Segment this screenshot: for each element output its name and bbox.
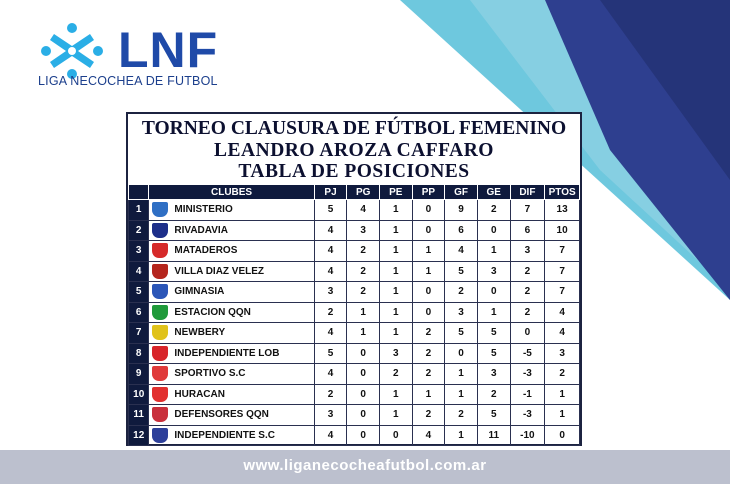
pp-cell: 1 [412,241,445,262]
gf-cell: 3 [445,302,478,323]
pe-cell: 1 [379,220,412,241]
club-crest-icon [152,387,168,402]
club-cell [149,364,314,385]
club-name: HURACAN [174,388,225,400]
pp-cell: 2 [412,405,445,426]
table-row [129,384,580,405]
pe-cell: 1 [379,282,412,303]
gf-cell: 4 [445,241,478,262]
position-cell: 12 [129,425,149,446]
ge-cell: 3 [477,261,510,282]
table-row [129,241,580,262]
table-row [129,261,580,282]
club-crest-icon [152,407,168,422]
dif-cell: 2 [510,302,545,323]
club-crest-icon [152,202,168,217]
col-header-clubes: CLUBES [149,185,314,200]
gf-cell: 6 [445,220,478,241]
club-cell [149,200,314,221]
logo-text: LNF [118,22,219,78]
ptos-cell: 1 [545,405,580,426]
club-name: SPORTIVO S.C [174,368,246,380]
club-name: INDEPENDIENTE LOB [174,347,280,359]
ge-cell: 1 [477,302,510,323]
pe-cell: 1 [379,405,412,426]
col-header-dif: DIF [510,185,545,200]
dif-cell: 2 [510,261,545,282]
club-cell [149,261,314,282]
table-title: TABLA DE POSICIONES [238,161,470,182]
pe-cell: 1 [379,323,412,344]
col-header-ptos: PTOS [545,185,580,200]
lnf-emblem-icon [40,22,104,80]
club-crest-icon [152,366,168,381]
dif-cell: 6 [510,220,545,241]
gf-cell: 1 [445,425,478,446]
club-crest-icon [152,264,168,279]
ge-cell: 5 [477,343,510,364]
position-cell: 2 [129,220,149,241]
pj-cell: 4 [314,425,347,446]
pe-cell: 1 [379,200,412,221]
club-cell [149,241,314,262]
gf-cell: 1 [445,384,478,405]
pp-cell: 2 [412,364,445,385]
pe-cell: 0 [379,425,412,446]
club-name: GIMNASIA [174,286,225,298]
pp-cell: 1 [412,384,445,405]
position-cell: 10 [129,384,149,405]
club-name: VILLA DIAZ VELEZ [174,265,265,277]
pg-cell: 0 [347,425,380,446]
dif-cell: -10 [510,425,545,446]
col-header-gf: GF [445,185,478,200]
pj-cell: 2 [314,302,347,323]
club-name: MATADEROS [174,245,238,257]
pg-cell: 0 [347,343,380,364]
tournament-subtitle: LEANDRO AROZA CAFFARO [214,140,494,161]
pp-cell: 0 [412,282,445,303]
pg-cell: 1 [347,323,380,344]
pe-cell: 3 [379,343,412,364]
dif-cell: 0 [510,323,545,344]
pp-cell: 0 [412,302,445,323]
table-row [129,343,580,364]
ge-cell: 0 [477,282,510,303]
pj-cell: 4 [314,364,347,385]
col-header-pos [129,185,149,200]
pp-cell: 0 [412,220,445,241]
pg-cell: 2 [347,261,380,282]
club-cell [149,405,314,426]
pe-cell: 2 [379,364,412,385]
pj-cell: 4 [314,323,347,344]
dif-cell: -5 [510,343,545,364]
ptos-cell: 10 [545,220,580,241]
pj-cell: 3 [314,405,347,426]
pp-cell: 2 [412,323,445,344]
col-header-ge: GE [477,185,510,200]
ptos-cell: 2 [545,364,580,385]
dif-cell: -3 [510,405,545,426]
website-url: www.liganecocheafutbol.com.ar [243,457,487,474]
position-cell: 7 [129,323,149,344]
gf-cell: 0 [445,343,478,364]
ptos-cell: 4 [545,323,580,344]
ge-cell: 5 [477,323,510,344]
ge-cell: 11 [477,425,510,446]
ge-cell: 5 [477,405,510,426]
ptos-cell: 3 [545,343,580,364]
club-cell [149,220,314,241]
table-row [129,220,580,241]
ptos-cell: 7 [545,241,580,262]
pg-cell: 1 [347,302,380,323]
position-cell: 5 [129,282,149,303]
pg-cell: 0 [347,384,380,405]
pj-cell: 3 [314,282,347,303]
pj-cell: 5 [314,343,347,364]
pg-cell: 2 [347,241,380,262]
pj-cell: 4 [314,241,347,262]
col-header-pp: PP [412,185,445,200]
club-name: RIVADAVIA [174,224,228,236]
dif-cell: 3 [510,241,545,262]
position-cell: 9 [129,364,149,385]
logo-subtitle: LIGA NECOCHEA DE FUTBOL [38,74,218,88]
club-cell [149,302,314,323]
position-cell: 11 [129,405,149,426]
pj-cell: 4 [314,261,347,282]
pe-cell: 1 [379,302,412,323]
col-header-pg: PG [347,185,380,200]
club-crest-icon [152,428,168,443]
ptos-cell: 1 [545,384,580,405]
table-row [129,200,580,221]
club-cell [149,425,314,446]
ptos-cell: 13 [545,200,580,221]
table-row [129,282,580,303]
dif-cell: -3 [510,364,545,385]
club-name: ESTACION QQN [174,306,251,318]
pe-cell: 1 [379,241,412,262]
pp-cell: 2 [412,343,445,364]
table-row [129,405,580,426]
position-cell: 6 [129,302,149,323]
club-crest-icon [152,346,168,361]
dif-cell: -1 [510,384,545,405]
lnf-logo [38,22,258,92]
ptos-cell: 7 [545,282,580,303]
standings-board [126,112,582,446]
club-cell [149,282,314,303]
club-crest-icon [152,243,168,258]
pg-cell: 3 [347,220,380,241]
club-name: MINISTERIO [174,204,233,216]
table-row [129,425,580,446]
pj-cell: 2 [314,384,347,405]
pp-cell: 0 [412,200,445,221]
ge-cell: 0 [477,220,510,241]
club-crest-icon [152,325,168,340]
ptos-cell: 0 [545,425,580,446]
club-crest-icon [152,223,168,238]
position-cell: 1 [129,200,149,221]
club-name: DEFENSORES QQN [174,409,269,421]
tournament-title: TORNEO CLAUSURA DE FÚTBOL FEMENINO [141,118,567,139]
pg-cell: 0 [347,364,380,385]
pe-cell: 1 [379,261,412,282]
ge-cell: 3 [477,364,510,385]
club-crest-icon [152,305,168,320]
club-cell [149,343,314,364]
gf-cell: 2 [445,282,478,303]
position-cell: 4 [129,261,149,282]
pj-cell: 4 [314,220,347,241]
col-header-pj: PJ [314,185,347,200]
pg-cell: 2 [347,282,380,303]
table-row [129,323,580,344]
ptos-cell: 7 [545,261,580,282]
ge-cell: 2 [477,200,510,221]
club-cell [149,323,314,344]
position-cell: 8 [129,343,149,364]
pg-cell: 0 [347,405,380,426]
table-row [129,302,580,323]
col-header-pe: PE [379,185,412,200]
club-crest-icon [152,284,168,299]
club-name: NEWBERY [174,327,226,339]
standings-rows [129,200,580,446]
footer-bar [0,450,730,484]
pg-cell: 4 [347,200,380,221]
club-cell [149,384,314,405]
gf-cell: 5 [445,261,478,282]
standings-table [128,184,580,446]
gf-cell: 9 [445,200,478,221]
dif-cell: 2 [510,282,545,303]
position-cell: 3 [129,241,149,262]
pe-cell: 1 [379,384,412,405]
ptos-cell: 4 [545,302,580,323]
gf-cell: 1 [445,364,478,385]
pj-cell: 5 [314,200,347,221]
title-block [128,114,580,184]
gf-cell: 2 [445,405,478,426]
table-header-row [129,185,580,200]
ge-cell: 2 [477,384,510,405]
gf-cell: 5 [445,323,478,344]
dif-cell: 7 [510,200,545,221]
ge-cell: 1 [477,241,510,262]
pp-cell: 4 [412,425,445,446]
club-name: INDEPENDIENTE S.C [174,429,275,441]
pp-cell: 1 [412,261,445,282]
table-row [129,364,580,385]
